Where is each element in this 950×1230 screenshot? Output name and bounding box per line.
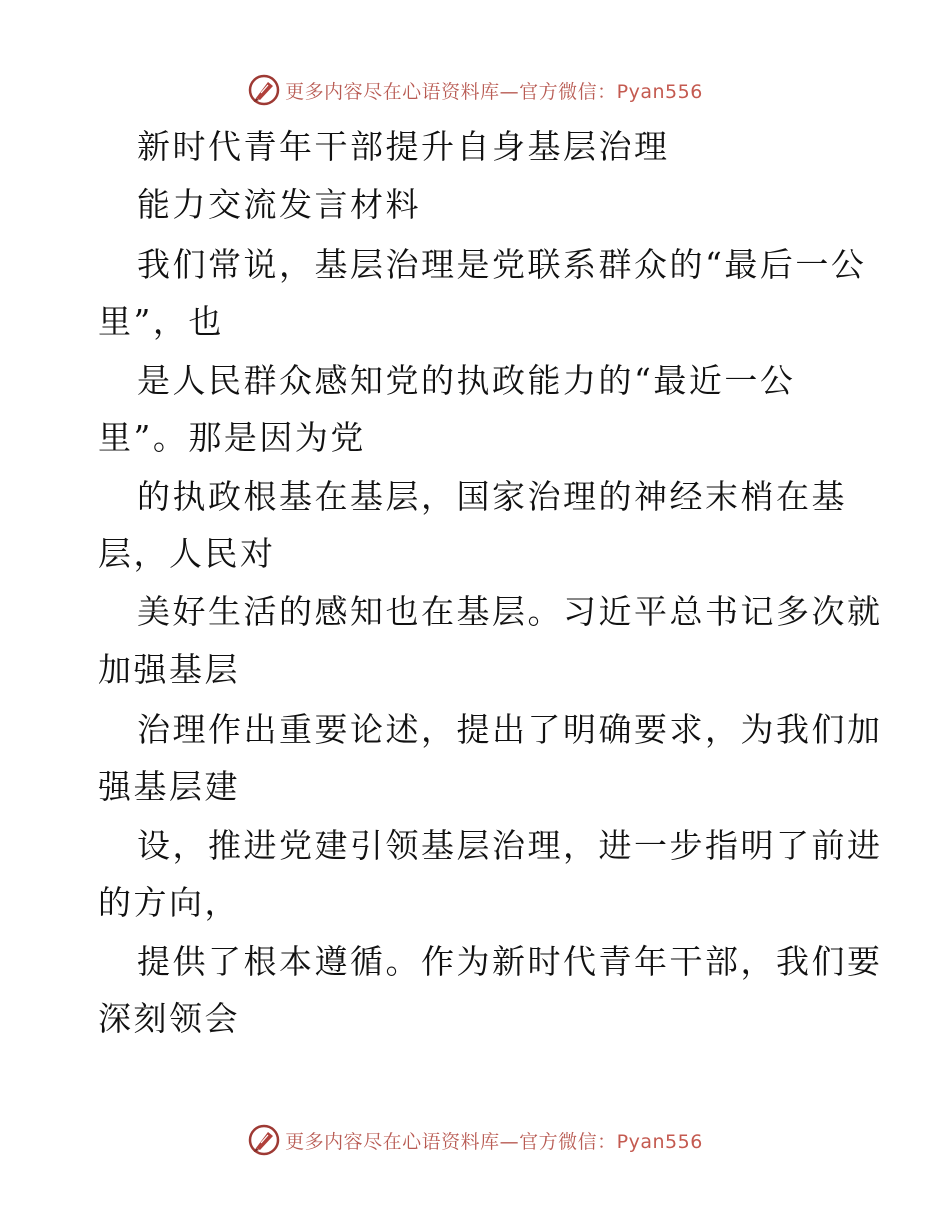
paragraph-line: 提供了根本遵循。作为新时代青年干部，我们要 xyxy=(137,942,883,981)
paragraph-line: 深刻领会 xyxy=(98,999,240,1038)
paragraph-line: 我们常说，基层治理是党联系群众的“最后一公 xyxy=(137,245,867,284)
wechat-account: Pyan556 xyxy=(616,1130,703,1153)
paragraph-line: 层，人民对 xyxy=(98,534,276,573)
document-title-line-1: 新时代青年干部提升自身基层治理 xyxy=(137,127,670,166)
banner-text xyxy=(285,1127,703,1154)
paragraph-line: 强基层建 xyxy=(98,767,240,806)
wechat-account: Pyan556 xyxy=(616,80,703,103)
document-title-line-2: 能力交流发言材料 xyxy=(137,185,421,224)
banner-caption: 更多内容尽在心语资料库—官方微信： xyxy=(285,1130,617,1153)
paragraph-line: 治理作出重要论述，提出了明确要求，为我们加 xyxy=(137,710,883,749)
paragraph-line: 的执政根基在基层，国家治理的神经末梢在基 xyxy=(137,477,847,516)
paragraph-line: 是人民群众感知党的执政能力的“最近一公 xyxy=(137,361,796,400)
paragraph-line: 设，推进党建引领基层治理，进一步指明了前进 xyxy=(137,826,883,865)
banner-caption: 更多内容尽在心语资料库—官方微信： xyxy=(285,80,617,103)
footer-banner xyxy=(0,1120,950,1160)
paragraph-line: 的方向， xyxy=(98,883,240,922)
paragraph-line: 加强基层 xyxy=(98,650,240,689)
paragraph-line: 里”。那是因为党 xyxy=(98,418,366,457)
paragraph-line: 里”，也 xyxy=(98,302,224,341)
paragraph-line: 美好生活的感知也在基层。习近平总书记多次就 xyxy=(137,592,883,631)
pen-nib-logo-icon xyxy=(247,1123,281,1157)
